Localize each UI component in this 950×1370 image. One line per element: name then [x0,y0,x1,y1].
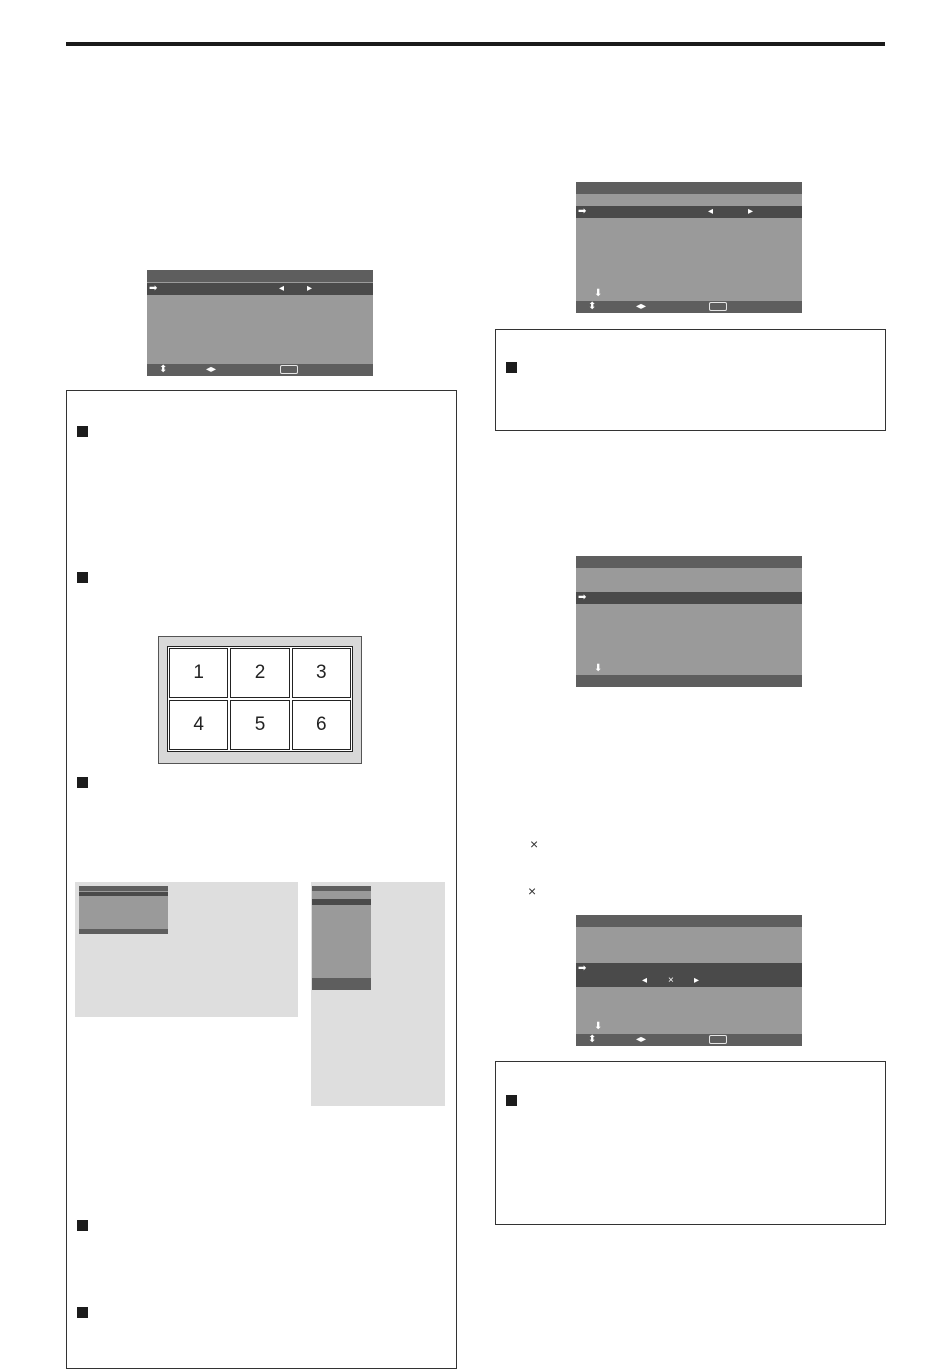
bullet-square-icon [77,426,88,437]
multiply-icon: × [528,883,537,899]
key-button-icon [709,302,727,311]
key-button-icon [280,365,298,374]
left-right-arrow-icon: ◂▸ [636,1034,647,1045]
down-arrow-icon: ⬇ [594,288,603,299]
right-arrow-icon: ➡ [578,206,587,217]
left-triangle-icon: ◂ [279,283,285,294]
multiply-icon: × [530,836,539,852]
grid-cell-2: 2 [230,648,289,698]
right-triangle-icon: ▸ [748,206,754,217]
osd-screen-3 [576,556,802,687]
left-right-arrow-icon: ◂▸ [206,364,217,375]
osd-title-bar [576,556,802,568]
top-rule [66,42,885,46]
grid-cell-6: 6 [292,700,351,750]
up-down-arrow-icon: ⬍ [159,364,168,375]
right-arrow-icon: ➡ [149,283,158,294]
right-arrow-icon: ➡ [578,592,587,603]
note-box-right-1 [495,329,886,431]
left-right-arrow-icon: ◂▸ [636,301,647,312]
osd-bottom-bar [79,929,168,934]
left-triangle-icon: ◂ [708,206,714,217]
osd-bottom-bar [576,301,802,313]
multiply-icon: × [668,975,674,986]
osd-mini-landscape [79,886,168,934]
note-box-left [66,390,457,1369]
osd-mini-portrait [312,886,371,990]
bullet-square-icon [77,1220,88,1231]
up-down-arrow-icon: ⬍ [588,301,597,312]
osd-title-bar [79,886,168,891]
osd-bottom-bar [576,1034,802,1046]
osd-bottom-bar [312,978,371,990]
osd-screen-1 [147,270,373,376]
bullet-square-icon [77,1307,88,1318]
note-box-right-2 [495,1061,886,1225]
osd-screen-2 [576,182,802,313]
grid-cell-4: 4 [169,700,228,750]
osd-selected-row [576,592,802,604]
key-button-icon [709,1035,727,1044]
osd-selected-row [576,206,802,218]
grid-cell-3: 3 [292,648,351,698]
left-triangle-icon: ◂ [642,975,648,986]
up-down-arrow-icon: ⬍ [588,1034,597,1045]
bullet-square-icon [506,1095,517,1106]
osd-bottom-bar [576,675,802,687]
osd-selected-row [312,899,371,905]
bullet-square-icon [77,777,88,788]
right-triangle-icon: ▸ [694,975,700,986]
right-triangle-icon: ▸ [307,283,313,294]
osd-selected-row [576,963,802,987]
osd-bottom-bar [147,364,373,376]
osd-title-bar [576,182,802,194]
down-arrow-icon: ⬇ [594,1021,603,1032]
osd-title-bar [312,886,371,891]
osd-selected-row [79,892,168,896]
bullet-square-icon [77,572,88,583]
osd-title-bar [576,915,802,927]
screen-division-grid [167,646,353,752]
osd-title-bar [147,270,373,282]
down-arrow-icon: ⬇ [594,663,603,674]
osd-screen-4 [576,915,802,1046]
osd-selected-row [147,283,373,295]
right-arrow-icon: ➡ [578,963,587,974]
bullet-square-icon [506,362,517,373]
grid-cell-1: 1 [169,648,228,698]
screen-division-diagram [158,636,362,764]
grid-cell-5: 5 [230,700,289,750]
